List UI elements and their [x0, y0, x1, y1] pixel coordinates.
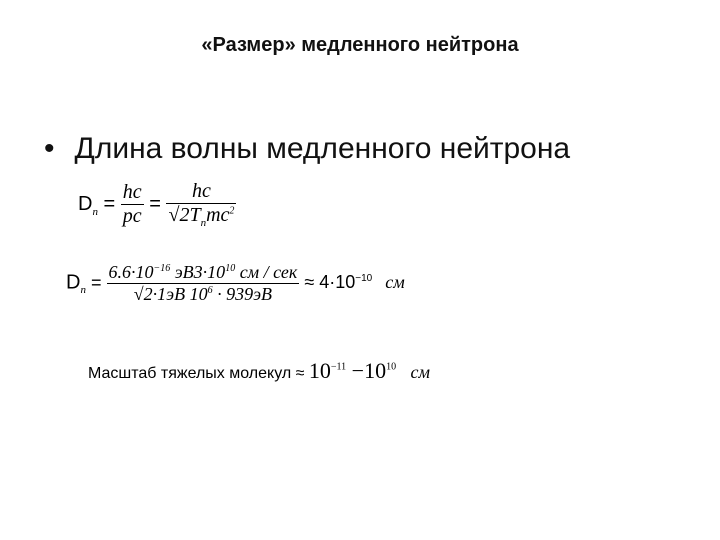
eq2-approx: ≈ $4\cdot 10^{-10}$ [304, 272, 373, 293]
eq2-numerator: $6.6\cdot 10^{-16}$ $эВ3\cdot 10^{10}$ см / сек [108, 262, 298, 282]
eq1-frac2-numerator: hc [191, 180, 211, 202]
bullet-marker: • [44, 132, 55, 165]
sqrt-sign-icon: √ [168, 204, 180, 226]
eq2-lhs-sub: n [80, 283, 86, 296]
eq1-frac1-numerator: hc [122, 181, 142, 203]
wavelength-equation [78, 180, 236, 229]
eq2-equals: = [90, 272, 102, 293]
bullet-item [44, 132, 570, 166]
sqrt-sign-icon: √ [133, 284, 144, 304]
eq1-equals: = [103, 192, 116, 215]
eq1-fraction-1 [121, 181, 144, 228]
eq1-frac2-denominator: $√2T_nmc^2$ [168, 204, 235, 229]
eq1-frac1-denominator: pc [122, 205, 142, 227]
bullet-text: Длина волны медленного нейтрона [74, 132, 571, 165]
scale-expression: $10^{-11} -10^{10}$ [308, 358, 397, 383]
eq1-lhs-sub: n [92, 205, 98, 218]
eq2-fraction [107, 262, 300, 305]
eq2-lhs: D [66, 271, 81, 294]
eq2-denominator: √2·1эВ $10^6 \cdot 939эВ$ [107, 283, 300, 305]
eq1-equals-2: = [149, 192, 161, 215]
slide-title: «Размер» медленного нейтрона [201, 34, 519, 56]
scale-label: Масштаб тяжелых молекул ≈ [88, 365, 305, 382]
numeric-equation [66, 262, 405, 305]
eq1-lhs: D [78, 192, 93, 215]
scale-unit: см [410, 362, 431, 382]
eq1-fraction-2 [166, 180, 236, 229]
eq2-unit: см [385, 272, 405, 293]
molecule-scale-line [88, 358, 430, 384]
